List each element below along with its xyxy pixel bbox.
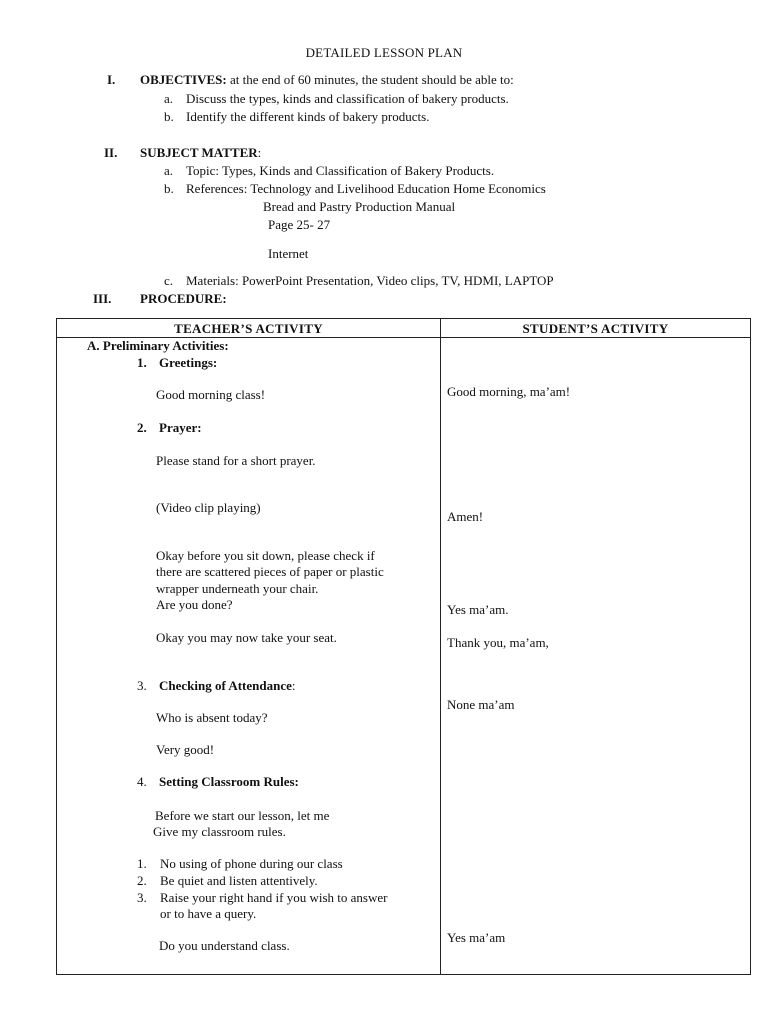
materials-text: Materials: PowerPoint Presentation, Video clips, TV, HDMI, LAPTOP <box>186 273 554 288</box>
objective-b-marker: b. <box>164 109 174 124</box>
seat-line: Okay you may now take your seat. <box>156 630 337 645</box>
objective-b-text: Identify the different kinds of bakery products. <box>186 109 430 124</box>
check-line-4: Are you done? <box>156 597 233 612</box>
materials-marker: c. <box>164 273 174 288</box>
document-title: DETAILED LESSON PLAN <box>305 45 463 60</box>
rules-number: 4. <box>137 774 147 789</box>
subject-heading-colon: : <box>257 145 262 160</box>
rule-2-marker: 2. <box>137 873 147 888</box>
attendance-number: 3. <box>137 678 147 693</box>
check-line-1: Okay before you sit down, please check if <box>156 548 375 563</box>
prayer-line: Please stand for a short prayer. <box>156 453 316 468</box>
rule-3-marker: 3. <box>137 890 147 905</box>
greeting-line: Good morning class! <box>156 387 266 402</box>
topic-marker: a. <box>164 163 174 178</box>
teacher-activity-header: TEACHER’S ACTIVITY <box>57 319 441 338</box>
attendance-line <box>159 679 296 692</box>
objectives-numeral: I. <box>107 72 116 87</box>
student-amen: Amen! <box>447 509 484 524</box>
procedure-heading: PROCEDURE: <box>140 291 227 306</box>
video-line: (Video clip playing) <box>156 500 261 515</box>
student-yes-understand: Yes ma’am <box>447 930 506 945</box>
prayer-heading: Prayer: <box>159 420 202 435</box>
rules-intro-1: Before we start our lesson, let me <box>155 808 330 823</box>
subject-heading: SUBJECT MATTER <box>140 145 258 160</box>
objectives-intro: at the end of 60 minutes, the student should be able to: <box>226 72 514 87</box>
objective-a-marker: a. <box>164 91 174 106</box>
rules-intro-2: Give my classroom rules. <box>153 824 286 839</box>
rule-1-marker: 1. <box>137 856 147 871</box>
topic-text: Topic: Types, Kinds and Classification of Bakery Products. <box>186 163 495 178</box>
preliminary-heading: A. Preliminary Activities: <box>87 338 229 353</box>
understand-line: Do you understand class. <box>159 938 290 953</box>
attendance-heading: Checking of Attendance <box>159 678 292 693</box>
objectives-line <box>140 73 514 86</box>
references-line2: Bread and Pastry Production Manual <box>263 199 456 214</box>
teacher-activity-cell <box>57 338 441 975</box>
procedure-table-header <box>57 319 751 338</box>
check-line-2: there are scattered pieces of paper or plastic <box>156 564 384 579</box>
rules-heading: Setting Classroom Rules: <box>159 774 299 789</box>
procedure-numeral: III. <box>93 291 112 306</box>
subject-numeral: II. <box>104 145 118 160</box>
greetings-heading: Greetings: <box>159 355 218 370</box>
procedure-table <box>56 318 751 975</box>
student-none: None ma’am <box>447 697 515 712</box>
absent-line: Who is absent today? <box>156 710 268 725</box>
objective-a-text: Discuss the types, kinds and classification of bakery products. <box>186 91 509 106</box>
very-good-line: Very good! <box>156 742 215 757</box>
student-yes-done: Yes ma’am. <box>447 602 509 617</box>
student-activity-cell <box>441 338 751 975</box>
student-greeting-reply: Good morning, ma’am! <box>447 384 571 399</box>
check-line-3: wrapper underneath your chair. <box>156 581 319 596</box>
greetings-number: 1. <box>137 355 147 370</box>
prayer-number: 2. <box>137 420 147 435</box>
attendance-colon: : <box>291 678 296 693</box>
rule-2-text: Be quiet and listen attentively. <box>160 873 318 888</box>
procedure-table-body <box>57 338 751 975</box>
rule-3-text: Raise your right hand if you wish to answer <box>160 890 388 905</box>
references-text: References: Technology and Livelihood Education Home Economics <box>186 181 546 196</box>
rule-3-continuation: or to have a query. <box>160 906 257 921</box>
student-thank-you: Thank you, ma’am, <box>447 635 549 650</box>
objectives-heading: OBJECTIVES: <box>140 72 227 87</box>
student-activity-header: STUDENT’S ACTIVITY <box>441 319 751 338</box>
references-line3: Page 25- 27 <box>268 217 331 232</box>
rule-1-text: No using of phone during our class <box>160 856 343 871</box>
subject-heading-line <box>140 146 261 159</box>
references-marker: b. <box>164 181 174 196</box>
references-line4: Internet <box>268 246 309 261</box>
